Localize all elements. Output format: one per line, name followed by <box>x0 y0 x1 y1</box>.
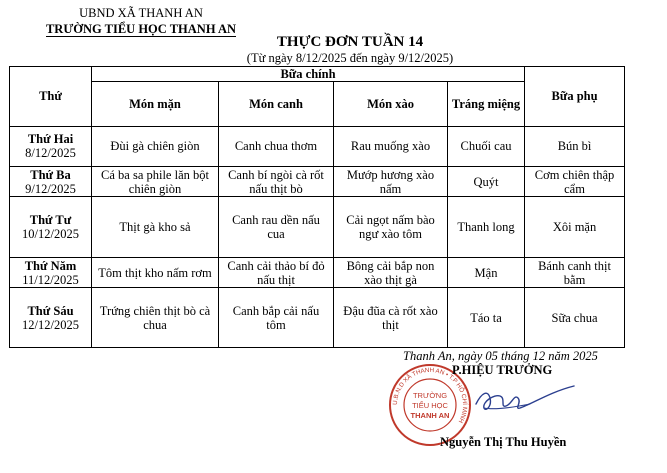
page-title: THỰC ĐƠN TUẦN 14 <box>276 34 424 50</box>
signer-name: Nguyễn Thị Thu Huyền <box>440 435 567 449</box>
stamp-line-1: TRƯỜNG <box>412 391 448 400</box>
table-row <box>10 197 625 258</box>
header-savory: Món mặn <box>92 82 219 126</box>
header-snack: Bữa phụ <box>525 67 625 127</box>
stamp-ring-text: U.B.N.D XÃ THANH AN • T.P HỒ CHÍ MINH <box>391 366 469 425</box>
snack-cell: Xôi mặn <box>525 197 625 258</box>
savory-cell: Đùi gà chiên giòn <box>92 126 219 166</box>
day-name: Thứ Hai <box>27 132 74 147</box>
header-main-meal: Bữa chính <box>92 67 525 82</box>
snack-cell: Sữa chua <box>525 288 625 348</box>
page-subtitle: (Từ ngày 8/12/2025 đến ngày 9/12/2025) <box>246 51 454 65</box>
handwritten-signature <box>470 378 580 418</box>
day-date: 9/12/2025 <box>25 181 76 196</box>
day-cell <box>10 126 92 166</box>
day-name: Thứ Năm <box>24 258 77 273</box>
signer-role: P.HIỆU TRƯỞNG <box>452 363 553 377</box>
dessert-cell: Chuối cau <box>448 126 525 166</box>
stamp-line-2: TIỂU HỌC <box>412 401 448 410</box>
table-row <box>10 167 625 197</box>
soup-cell: Canh rau dền nấu cua <box>219 197 334 258</box>
snack-cell: Cơm chiên thập cẩm <box>525 167 625 197</box>
menu-table <box>9 66 625 348</box>
soup-cell: Canh cải thảo bí đỏ nấu thịt <box>219 258 334 288</box>
soup-cell: Canh bắp cải nấu tôm <box>219 288 334 348</box>
savory-cell: Tôm thịt kho nấm rơm <box>92 258 219 288</box>
place-date: Thanh An, ngày 05 tháng 12 năm 2025 <box>403 349 598 363</box>
dessert-cell: Quýt <box>448 167 525 197</box>
snack-cell: Bánh canh thịt bằm <box>525 258 625 288</box>
table-row <box>10 258 625 288</box>
savory-cell: Cá ba sa phile lăn bột chiên giòn <box>92 167 219 197</box>
day-date: 12/12/2025 <box>22 317 79 332</box>
dessert-cell: Mận <box>448 258 525 288</box>
stamp-line-3: THANH AN <box>410 411 450 420</box>
stirfry-cell: Đậu đũa cà rốt xào thịt <box>334 288 448 348</box>
soup-cell: Canh chua thơm <box>219 126 334 166</box>
header-day: Thứ <box>10 67 92 127</box>
header-soup: Món canh <box>219 82 334 126</box>
day-date: 10/12/2025 <box>22 227 79 242</box>
day-cell <box>10 258 92 288</box>
day-cell <box>10 167 92 197</box>
header-dessert: Tráng miệng <box>448 82 525 126</box>
savory-cell: Thịt gà kho sả <box>92 197 219 258</box>
table-row <box>10 126 625 166</box>
school-name: TRƯỜNG TIỂU HỌC THANH AN <box>45 22 237 36</box>
header-stirfry: Món xào <box>334 82 448 126</box>
day-name: Thứ Tư <box>29 213 72 228</box>
table-row <box>10 288 625 348</box>
stirfry-cell: Bông cải bắp non xào thịt gà <box>334 258 448 288</box>
dessert-cell: Táo ta <box>448 288 525 348</box>
dessert-cell: Thanh long <box>448 197 525 258</box>
day-date: 8/12/2025 <box>25 146 76 161</box>
stirfry-cell: Mướp hương xào nấm <box>334 167 448 197</box>
org-line-1: UBND XÃ THANH AN <box>79 6 203 20</box>
savory-cell: Trứng chiên thịt bò cà chua <box>92 288 219 348</box>
day-name: Thứ Ba <box>30 167 71 182</box>
day-cell <box>10 197 92 258</box>
stirfry-cell: Cải ngọt nấm bào ngư xào tôm <box>334 197 448 258</box>
day-cell <box>10 288 92 348</box>
day-date: 11/12/2025 <box>22 272 79 287</box>
soup-cell: Canh bí ngòi cà rốt nấu thịt bò <box>219 167 334 197</box>
stirfry-cell: Rau muống xào <box>334 126 448 166</box>
snack-cell: Bún bì <box>525 126 625 166</box>
day-name: Thứ Sáu <box>27 303 74 318</box>
